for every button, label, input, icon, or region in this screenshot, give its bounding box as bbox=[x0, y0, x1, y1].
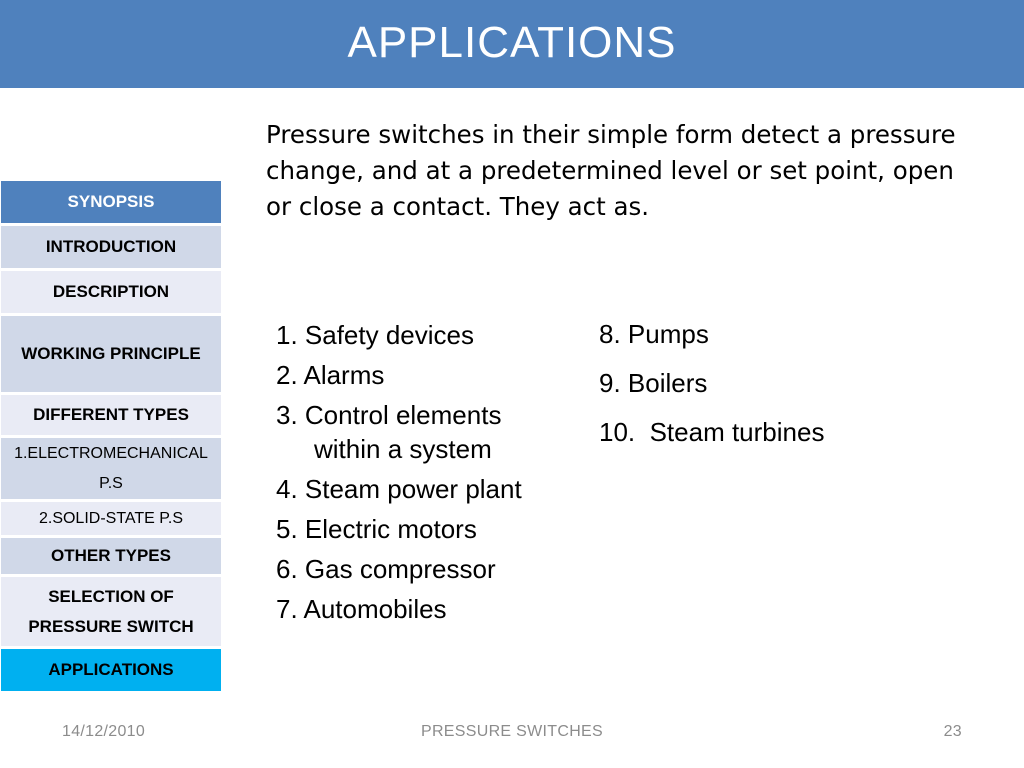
title-bar bbox=[0, 0, 1024, 88]
list-item: 8. Pumps bbox=[599, 319, 709, 349]
list-item: 9. Boilers bbox=[599, 368, 708, 398]
applications-list-left bbox=[276, 318, 586, 632]
list-item: 6. Gas compressor bbox=[276, 554, 496, 584]
slide-title: APPLICATIONS bbox=[347, 18, 677, 67]
nav-item-synopsis[interactable]: SYNOPSIS bbox=[1, 181, 221, 223]
footer-title: PRESSURE SWITCHES bbox=[420, 723, 603, 740]
page-number: 23 bbox=[943, 723, 962, 740]
nav-item-selection[interactable]: SELECTION OF PRESSURE SWITCH bbox=[1, 577, 221, 646]
list-item: 2. Alarms bbox=[276, 360, 385, 390]
nav-item-working-principle[interactable]: WORKING PRINCIPLE bbox=[1, 316, 221, 392]
nav-item-solid-state[interactable]: 2.SOLID-STATE P.S bbox=[1, 502, 221, 535]
list-item bbox=[276, 398, 586, 466]
nav-item-different-types[interactable]: DIFFERENT TYPES bbox=[1, 395, 221, 435]
applications-list-right bbox=[599, 317, 999, 464]
nav-item-applications[interactable]: APPLICATIONS bbox=[1, 649, 221, 691]
footer-date: 14/12/2010 bbox=[62, 723, 146, 740]
list-item: 10. Steam turbines bbox=[599, 417, 825, 447]
list-item: 5. Electric motors bbox=[276, 514, 477, 544]
nav-item-introduction[interactable]: INTRODUCTION bbox=[1, 226, 221, 268]
nav-item-other-types[interactable]: OTHER TYPES bbox=[1, 538, 221, 574]
nav-item-electromechanical[interactable]: 1.ELECTROMECHANICAL P.S bbox=[1, 438, 221, 499]
list-item: 7. Automobiles bbox=[276, 594, 447, 624]
list-item-text: 3. Control elements bbox=[276, 400, 502, 430]
intro-paragraph: Pressure switches in their simple form detect a pressure change, and at a predetermined level or set point, open or close a contact. They act as. bbox=[266, 120, 956, 221]
list-item-continuation: within a system bbox=[314, 434, 492, 464]
list-item: 1. Safety devices bbox=[276, 320, 474, 350]
nav-item-description[interactable]: DESCRIPTION bbox=[1, 271, 221, 313]
list-item: 4. Steam power plant bbox=[276, 474, 522, 504]
sidebar-nav bbox=[1, 181, 221, 694]
